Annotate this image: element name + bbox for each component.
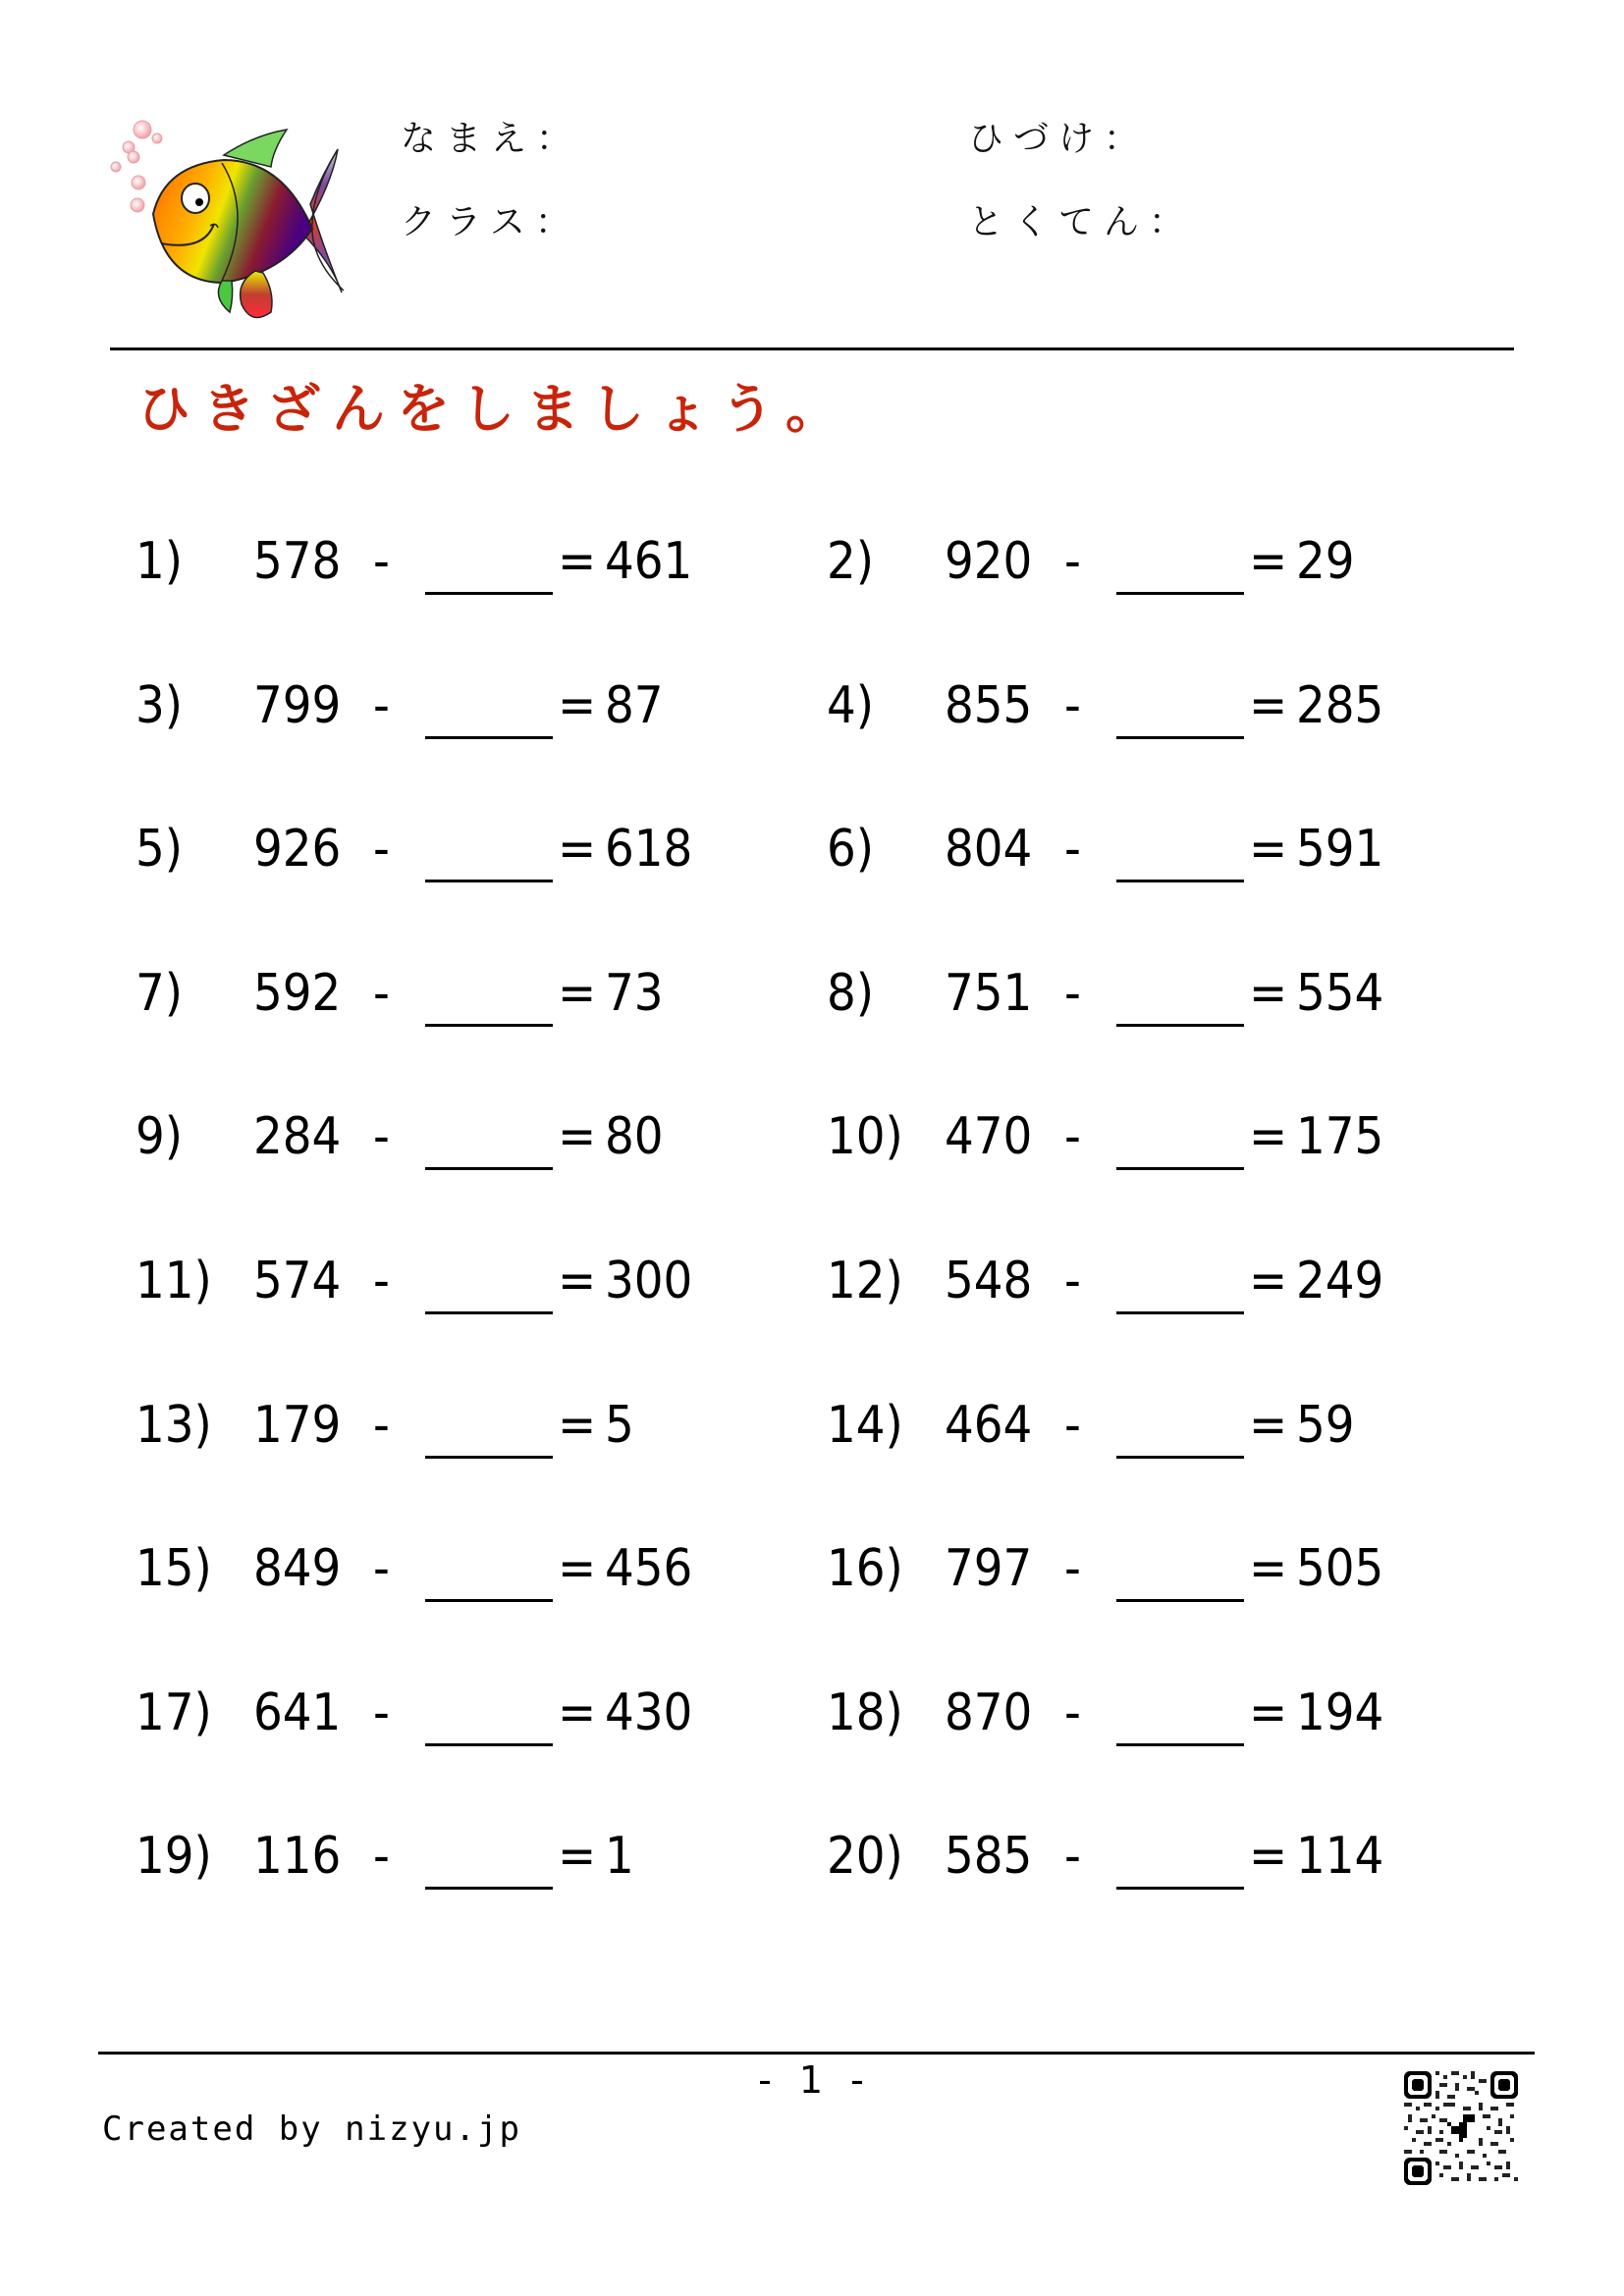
problem-number: 6) bbox=[827, 820, 875, 879]
problem-item bbox=[135, 954, 764, 1033]
problem-number: 12) bbox=[827, 1252, 903, 1310]
answer-blank[interactable] bbox=[425, 736, 553, 739]
problem-number: 11) bbox=[135, 1252, 212, 1310]
minus-sign: - bbox=[1064, 964, 1081, 1023]
problem-item bbox=[135, 1817, 764, 1896]
answer-blank[interactable] bbox=[425, 1887, 553, 1890]
equals-sign: = bbox=[1249, 532, 1288, 591]
minus-sign: - bbox=[373, 820, 390, 879]
minus-sign: - bbox=[1064, 1683, 1081, 1742]
score-label: とくてん： bbox=[968, 202, 1195, 242]
problem-item bbox=[827, 810, 1455, 888]
minus-sign: - bbox=[1064, 1107, 1081, 1166]
difference: 554 bbox=[1296, 964, 1384, 1023]
problem-item bbox=[827, 1674, 1455, 1752]
equals-sign: = bbox=[1249, 820, 1288, 879]
problem-item bbox=[827, 1242, 1455, 1320]
problem-item bbox=[135, 1386, 764, 1465]
minuend: 855 bbox=[945, 676, 1033, 735]
equals-sign: = bbox=[1249, 964, 1288, 1023]
minus-sign: - bbox=[1064, 1252, 1081, 1310]
problem-number: 2) bbox=[827, 532, 875, 591]
equals-sign: = bbox=[1249, 1107, 1288, 1166]
equals-sign: = bbox=[558, 964, 597, 1023]
problem-number: 9) bbox=[135, 1107, 184, 1166]
answer-blank[interactable] bbox=[425, 1167, 553, 1170]
difference: 175 bbox=[1296, 1107, 1384, 1166]
difference: 300 bbox=[605, 1252, 693, 1310]
minus-sign: - bbox=[373, 964, 390, 1023]
minuend: 592 bbox=[253, 964, 342, 1023]
difference: 29 bbox=[1296, 532, 1355, 591]
problem-item bbox=[827, 1529, 1455, 1608]
problem-number: 3) bbox=[135, 676, 184, 735]
minuend: 574 bbox=[253, 1252, 342, 1310]
equals-sign: = bbox=[1249, 1252, 1288, 1310]
answer-blank[interactable] bbox=[425, 1456, 553, 1459]
minuend: 849 bbox=[253, 1539, 342, 1598]
problem-number: 7) bbox=[135, 964, 184, 1023]
equals-sign: = bbox=[1249, 676, 1288, 735]
minus-sign: - bbox=[1064, 1827, 1081, 1886]
problem-number: 16) bbox=[827, 1539, 903, 1598]
minus-sign: - bbox=[1064, 820, 1081, 879]
problem-item bbox=[135, 1242, 764, 1320]
minus-sign: - bbox=[1064, 1396, 1081, 1455]
date-label: ひづけ： bbox=[968, 119, 1150, 159]
minuend: 470 bbox=[945, 1107, 1033, 1166]
worksheet-title: ひきざんをしましょう。 bbox=[137, 378, 850, 440]
answer-blank[interactable] bbox=[425, 1024, 553, 1027]
answer-blank[interactable] bbox=[1116, 1167, 1244, 1170]
equals-sign: = bbox=[558, 1539, 597, 1598]
difference: 618 bbox=[605, 820, 693, 879]
problem-number: 15) bbox=[135, 1539, 212, 1598]
minuend: 751 bbox=[945, 964, 1033, 1023]
problem-item bbox=[827, 1386, 1455, 1465]
minus-sign: - bbox=[1064, 532, 1081, 591]
minus-sign: - bbox=[1064, 676, 1081, 735]
minus-sign: - bbox=[373, 676, 390, 735]
minuend: 926 bbox=[253, 820, 342, 879]
minuend: 585 bbox=[945, 1827, 1033, 1886]
problem-number: 4) bbox=[827, 676, 875, 735]
equals-sign: = bbox=[1249, 1539, 1288, 1598]
answer-blank[interactable] bbox=[1116, 1599, 1244, 1602]
problem-item bbox=[135, 1529, 764, 1608]
difference: 456 bbox=[605, 1539, 693, 1598]
answer-blank[interactable] bbox=[1116, 880, 1244, 882]
difference: 505 bbox=[1296, 1539, 1384, 1598]
equals-sign: = bbox=[558, 820, 597, 879]
credit-text: Created by nizyu.jp bbox=[102, 2109, 521, 2149]
difference: 285 bbox=[1296, 676, 1384, 735]
problem-number: 17) bbox=[135, 1683, 212, 1742]
equals-sign: = bbox=[558, 1252, 597, 1310]
problem-item bbox=[135, 810, 764, 888]
answer-blank[interactable] bbox=[1116, 592, 1244, 595]
problem-number: 10) bbox=[827, 1107, 903, 1166]
difference: 114 bbox=[1296, 1827, 1384, 1886]
problem-number: 19) bbox=[135, 1827, 212, 1886]
problem-number: 18) bbox=[827, 1683, 903, 1742]
problem-item bbox=[135, 522, 764, 601]
answer-blank[interactable] bbox=[1116, 1311, 1244, 1314]
minus-sign: - bbox=[373, 532, 390, 591]
difference: 461 bbox=[605, 532, 693, 591]
minus-sign: - bbox=[373, 1827, 390, 1886]
difference: 80 bbox=[605, 1107, 664, 1166]
difference: 59 bbox=[1296, 1396, 1355, 1455]
minuend: 548 bbox=[945, 1252, 1033, 1310]
difference: 87 bbox=[605, 676, 664, 735]
minus-sign: - bbox=[373, 1396, 390, 1455]
answer-blank[interactable] bbox=[1116, 736, 1244, 739]
difference: 1 bbox=[605, 1827, 634, 1886]
difference: 430 bbox=[605, 1683, 693, 1742]
minus-sign: - bbox=[373, 1683, 390, 1742]
answer-blank[interactable] bbox=[1116, 1887, 1244, 1890]
minuend: 797 bbox=[945, 1539, 1033, 1598]
minuend: 870 bbox=[945, 1683, 1033, 1742]
minus-sign: - bbox=[373, 1252, 390, 1310]
answer-blank[interactable] bbox=[425, 1311, 553, 1314]
answer-blank[interactable] bbox=[425, 1599, 553, 1602]
minuend: 641 bbox=[253, 1683, 342, 1742]
page-number: - 1 - bbox=[758, 2058, 872, 2102]
problem-item bbox=[135, 1674, 764, 1752]
problem-item bbox=[135, 667, 764, 745]
answer-blank[interactable] bbox=[1116, 1024, 1244, 1027]
difference: 5 bbox=[605, 1396, 634, 1455]
minus-sign: - bbox=[1064, 1539, 1081, 1598]
minuend: 578 bbox=[253, 532, 342, 591]
difference: 73 bbox=[605, 964, 664, 1023]
answer-blank[interactable] bbox=[425, 1743, 553, 1746]
minus-sign: - bbox=[373, 1107, 390, 1166]
problem-item bbox=[827, 667, 1455, 745]
minuend: 179 bbox=[253, 1396, 342, 1455]
problem-item bbox=[827, 522, 1455, 601]
problem-number: 13) bbox=[135, 1396, 212, 1455]
problem-number: 1) bbox=[135, 532, 184, 591]
name-label: なまえ： bbox=[401, 119, 582, 159]
minus-sign: - bbox=[373, 1539, 390, 1598]
problem-number: 20) bbox=[827, 1827, 903, 1886]
difference: 591 bbox=[1296, 820, 1384, 879]
equals-sign: = bbox=[1249, 1827, 1288, 1886]
answer-blank[interactable] bbox=[1116, 1456, 1244, 1459]
equals-sign: = bbox=[1249, 1683, 1288, 1742]
problem-number: 5) bbox=[135, 820, 184, 879]
answer-blank[interactable] bbox=[1116, 1743, 1244, 1746]
answer-blank[interactable] bbox=[425, 592, 553, 595]
qr-code-icon bbox=[1404, 2071, 1518, 2185]
minuend: 116 bbox=[253, 1827, 342, 1886]
equals-sign: = bbox=[558, 1683, 597, 1742]
problem-item bbox=[135, 1097, 764, 1176]
equals-sign: = bbox=[558, 676, 597, 735]
answer-blank[interactable] bbox=[425, 880, 553, 882]
difference: 249 bbox=[1296, 1252, 1384, 1310]
problem-number: 14) bbox=[827, 1396, 903, 1455]
minuend: 464 bbox=[945, 1396, 1033, 1455]
equals-sign: = bbox=[558, 532, 597, 591]
minuend: 284 bbox=[253, 1107, 342, 1166]
equals-sign: = bbox=[558, 1396, 597, 1455]
difference: 194 bbox=[1296, 1683, 1384, 1742]
minuend: 799 bbox=[253, 676, 342, 735]
footer-divider bbox=[98, 2052, 1535, 2055]
class-label: クラス： bbox=[401, 202, 580, 242]
equals-sign: = bbox=[558, 1827, 597, 1886]
minuend: 920 bbox=[945, 532, 1033, 591]
problem-item bbox=[827, 954, 1455, 1033]
problem-item bbox=[827, 1817, 1455, 1896]
problem-item bbox=[827, 1097, 1455, 1176]
equals-sign: = bbox=[1249, 1396, 1288, 1455]
problem-number: 8) bbox=[827, 964, 875, 1023]
minuend: 804 bbox=[945, 820, 1033, 879]
equals-sign: = bbox=[558, 1107, 597, 1166]
